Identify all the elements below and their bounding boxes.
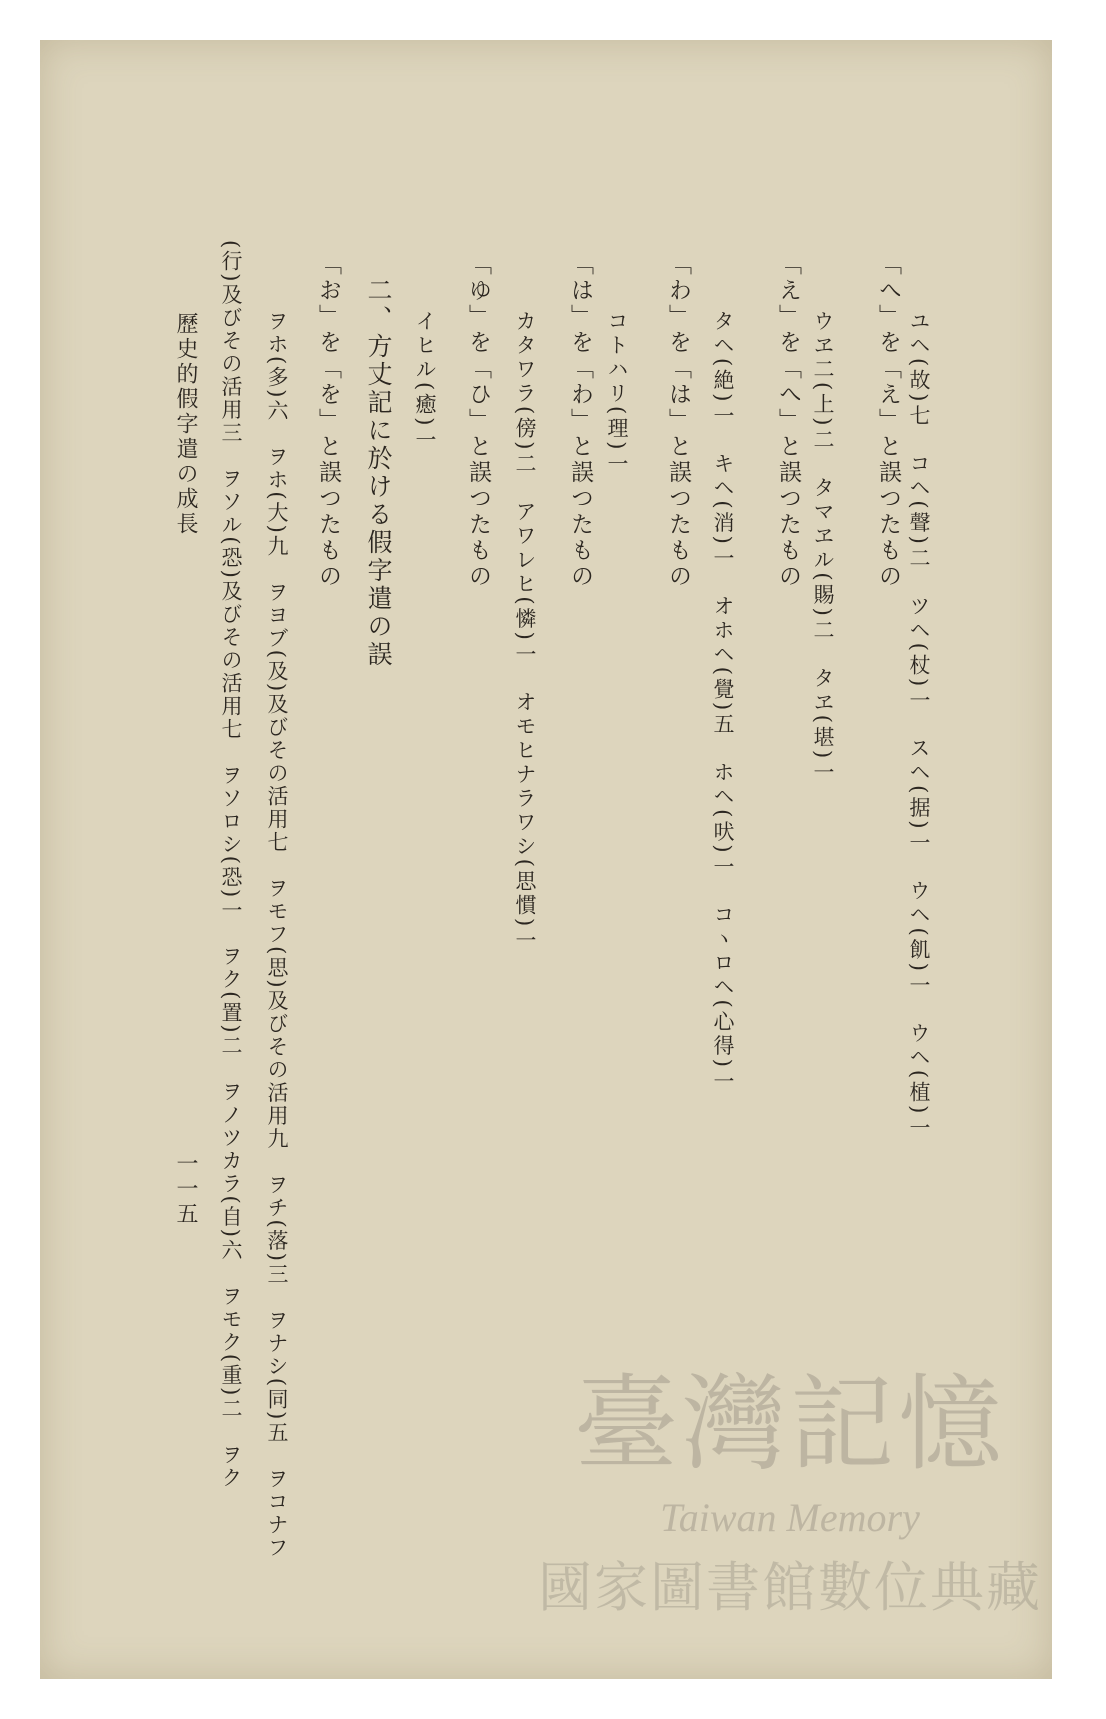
page-number: 一一五 [173, 1152, 198, 1227]
running-title: 歷史的假字遣の成長 [173, 312, 198, 537]
text-line-8: 「は」を「わ」と誤つたもの [567, 252, 593, 590]
text-line-1: ユヘ(故)七 コヘ(聲)二 ツヘ(杖)一 スヘ(据)一 ウヘ(飢)一 ウヘ(植)一 [907, 310, 931, 1141]
text-line-3: ウヱ二(上)二 タマヱル(賜)二 タヱ(堪)一 [811, 310, 835, 786]
text-line-9: カタワラ(傍)二 アワレヒ(憐)一 オモヒナラワシ(思慣)一 [513, 310, 537, 954]
text-line-10: 「ゆ」を「ひ」と誤つたもの [465, 252, 491, 590]
book-page [40, 40, 1052, 1679]
text-line-6: 「わ」を「は」と誤つたもの [665, 252, 691, 590]
text-line-4: 「え」を「へ」と誤つたもの [775, 252, 801, 590]
text-line-7: コトハリ(理)一 [605, 310, 629, 477]
watermark-title: 臺灣記憶 [573, 1363, 1006, 1485]
text-line-2: 「へ」を「え」と誤つたもの [875, 252, 901, 590]
section-heading: 二、方丈記に於ける假字遣の誤 [364, 277, 393, 669]
text-line-15: (行)及びその活用三 ヲソル(恐)及びその活用七 ヲソロシ(恐)一 ヲク(置)二 ヲノツカラ(自)六 ヲモク(重)二 ヲク [219, 240, 243, 1490]
text-line-5: タヘ(絶)一 キヘ(消)一 オホヘ(覺)五 ホヘ(吠)一 コヽロヘ(心得)一 [711, 310, 735, 1094]
watermark [510, 1340, 1070, 1640]
text-line-11: イヒル(癒)一 [413, 310, 437, 453]
text-line-14: ヲホ(多)六 ヲホ(大)九 ヲヨブ(及)及びその活用七 ヲモフ(思)及びその活用九 ヲチ(落)三 ヲナシ(同)五 ヲコナフ [265, 310, 289, 1560]
watermark-library: 國家圖書館數位典藏 [538, 1556, 1042, 1619]
text-line-13: 「お」を「を」と誤つたもの [315, 252, 341, 590]
watermark-subtitle: Taiwan Memory [660, 1495, 920, 1540]
